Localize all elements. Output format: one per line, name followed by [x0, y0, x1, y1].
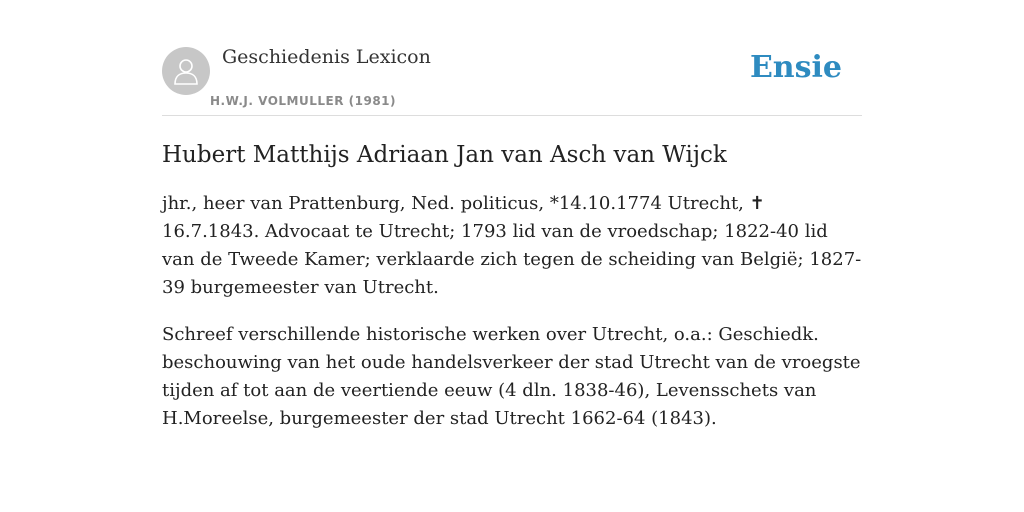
source-title[interactable]: Geschiedenis Lexicon	[222, 46, 431, 68]
author-credit: H.W.J. VOLMULLER (1981)	[210, 94, 397, 108]
user-icon	[173, 57, 199, 85]
ensie-logo-link[interactable]: Ensie	[749, 50, 842, 85]
entry-header	[162, 40, 862, 116]
entry-title: Hubert Matthijs Adriaan Jan van Asch van Wijck	[162, 142, 727, 168]
entry-paragraph: jhr., heer van Prattenburg, Ned. politicus, *14.10.1774 Utrecht, ✝ 16.7.1843. Advocaat te Utrecht; 1793 lid van de vroedschap; 1822-40 lid van de Tweede Kamer; verklaarde zich tegen de scheiding van België; 1827-39 burgemeester van Utrecht.	[162, 193, 862, 298]
entry-card	[162, 40, 862, 433]
entry-paragraph: Schreef verschillende historische werken over Utrecht, o.a.: Geschiedk. beschouwing van het oude handelsverkeer der stad Utrecht van de vroegste tijden af tot aan de veertiende eeuw (4 dln. 1838-46), Levensschets van H.Moreelse, burgemeester der stad Utrecht 1662-64 (1843).	[162, 324, 861, 429]
author-avatar	[162, 47, 210, 95]
